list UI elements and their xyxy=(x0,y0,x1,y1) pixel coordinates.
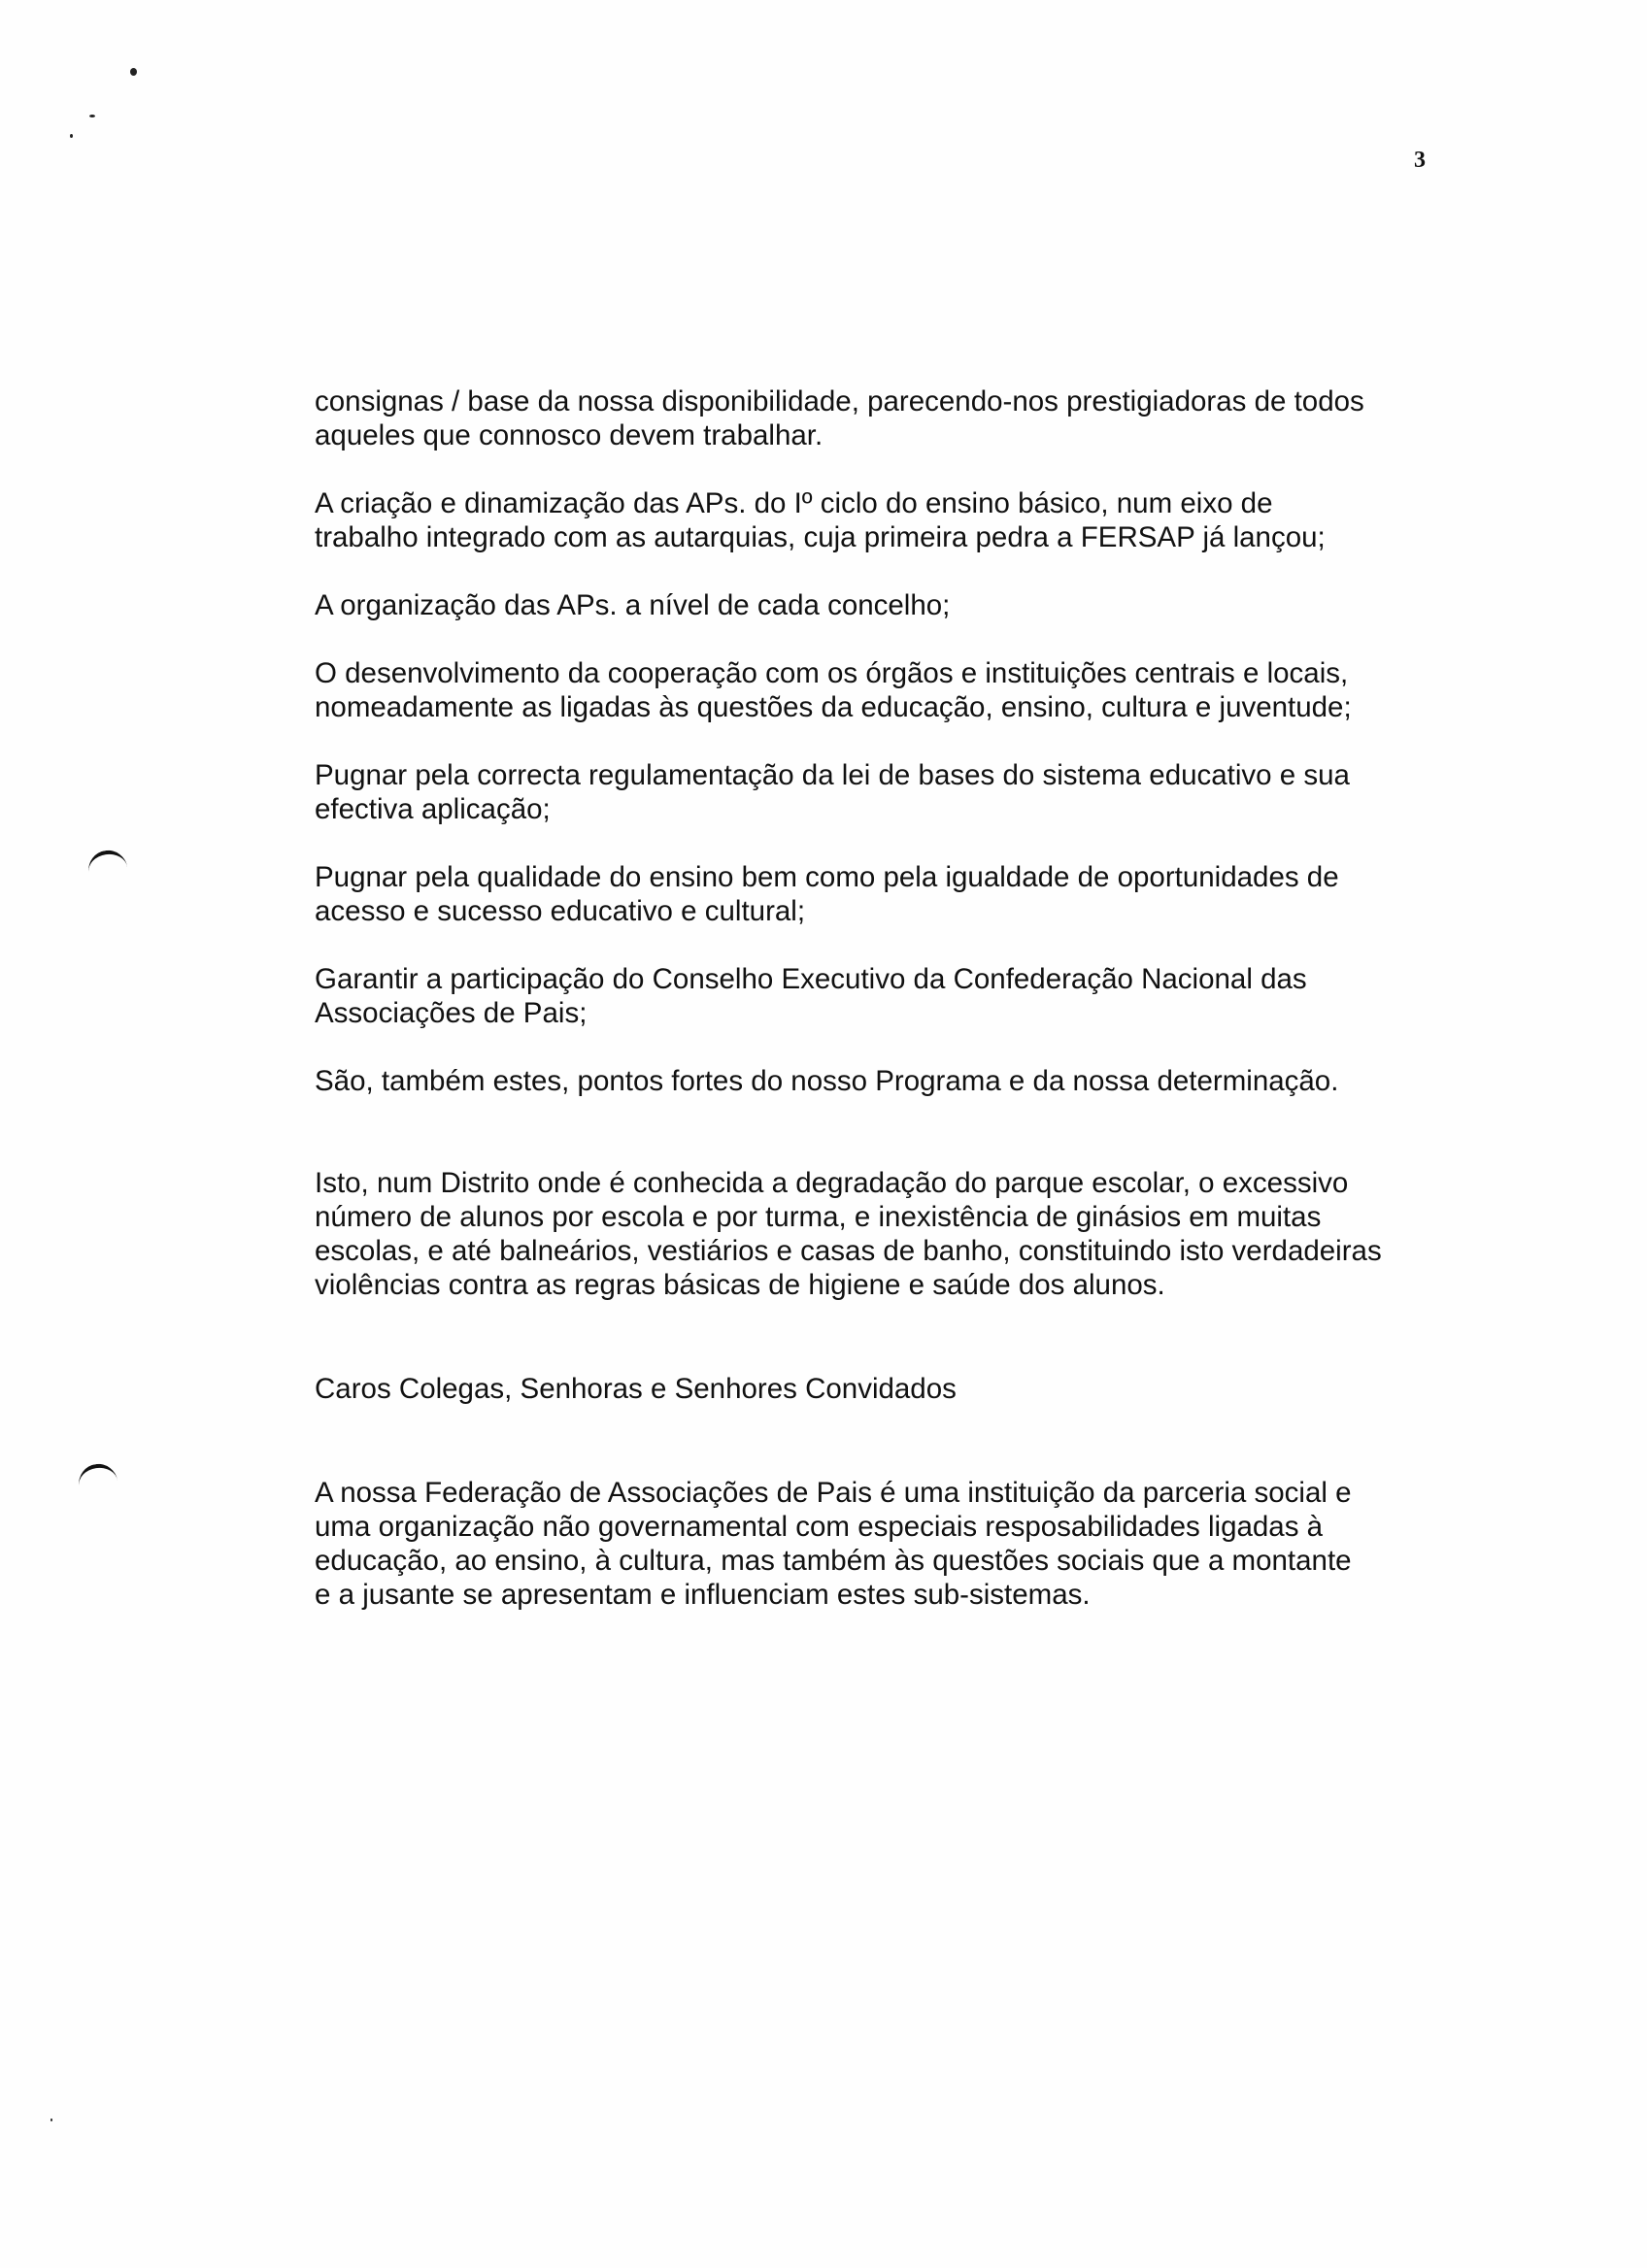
text-line: Garantir a participação do Conselho Executivo da Confederação Nacional das xyxy=(315,963,1307,995)
text-line: e a jusante se apresentam e influenciam estes sub-sistemas. xyxy=(315,1579,1091,1611)
page-number: 3 xyxy=(1414,148,1426,173)
scan-mark xyxy=(86,848,128,874)
text-line: consignas / base da nossa disponibilidade, parecendo-nos prestigiadoras de todos xyxy=(315,385,1364,417)
text-line: efectiva aplicação; xyxy=(315,793,551,825)
text-line: uma organização não governamental com especiais resposabilidades ligadas à xyxy=(315,1511,1324,1543)
paragraph-lei-de-bases xyxy=(315,758,1461,826)
text-line: São, também estes, pontos fortes do nosso Programa e da nossa determinação. xyxy=(315,1065,1339,1097)
text-line: trabalho integrado com as autarquias, cuja primeira pedra a FERSAP já lançou; xyxy=(315,521,1326,553)
paragraph-conselho-executivo xyxy=(315,962,1461,1030)
text-line: escolas, e até balneários, vestiários e casas de banho, constituindo isto verdadeiras xyxy=(315,1235,1382,1267)
scan-mark xyxy=(77,1461,118,1487)
scan-speck xyxy=(130,68,137,76)
paragraph-organizacao-aps xyxy=(315,588,1461,622)
text-line: A organização das APs. a nível de cada concelho; xyxy=(315,589,951,621)
paragraph-pontos-fortes xyxy=(315,1064,1461,1098)
paragraph-criacao-aps xyxy=(315,486,1461,554)
text-line: número de alunos por escola e por turma, e inexistência de ginásios em muitas xyxy=(315,1201,1322,1233)
scan-speck xyxy=(50,2118,52,2121)
text-line: Caros Colegas, Senhoras e Senhores Convidados xyxy=(315,1373,957,1405)
paragraph-qualidade-ensino xyxy=(315,860,1461,928)
paragraph-consignas xyxy=(315,384,1461,452)
paragraph-saudacao xyxy=(315,1372,1461,1406)
text-line: Pugnar pela correcta regulamentação da lei de bases do sistema educativo e sua xyxy=(315,759,1350,791)
text-line: A criação e dinamização das APs. do Iº ciclo do ensino básico, num eixo de xyxy=(315,487,1273,519)
document-body xyxy=(315,384,1461,1612)
text-line: Isto, num Distrito onde é conhecida a degradação do parque escolar, o excessivo xyxy=(315,1167,1349,1199)
text-line: educação, ao ensino, à cultura, mas também às questões sociais que a montante xyxy=(315,1545,1352,1577)
paragraph-distrito xyxy=(315,1166,1461,1302)
paragraph-cooperacao xyxy=(315,656,1461,724)
scan-speck xyxy=(89,115,95,117)
text-line: acesso e sucesso educativo e cultural; xyxy=(315,895,806,927)
text-line: nomeadamente as ligadas às questões da educação, ensino, cultura e juventude; xyxy=(315,691,1352,723)
text-line: A nossa Federação de Associações de Pais é uma instituição da parceria social e xyxy=(315,1477,1352,1509)
text-line: Pugnar pela qualidade do ensino bem como pela igualdade de oportunidades de xyxy=(315,861,1339,893)
scan-speck xyxy=(70,134,73,138)
text-line: O desenvolvimento da cooperação com os órgãos e instituições centrais e locais, xyxy=(315,657,1349,689)
text-line: Associações de Pais; xyxy=(315,997,588,1029)
text-line: violências contra as regras básicas de higiene e saúde dos alunos. xyxy=(315,1269,1165,1301)
paragraph-federacao xyxy=(315,1476,1461,1612)
text-line: aqueles que connosco devem trabalhar. xyxy=(315,419,824,451)
